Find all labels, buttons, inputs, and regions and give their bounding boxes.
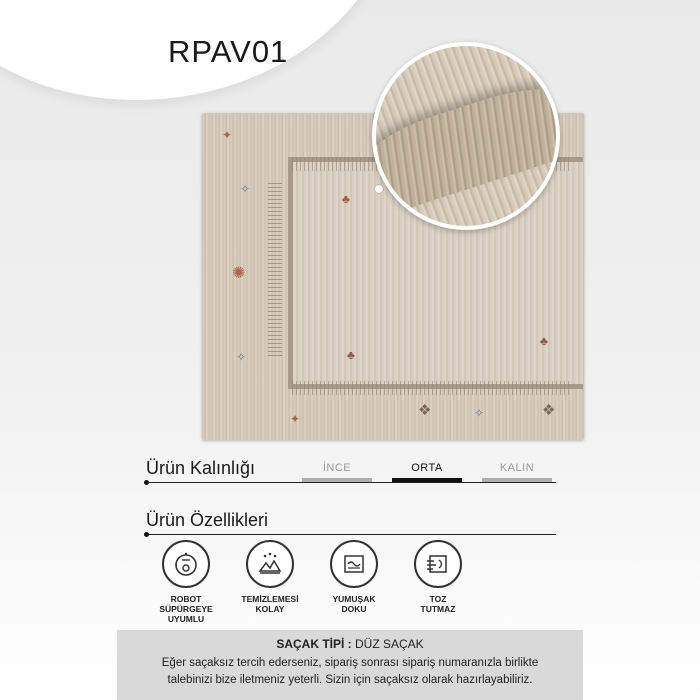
rug-motif: ✦ (222, 128, 233, 142)
rug-motif: ✧ (240, 182, 251, 196)
thickness-bar-ince (302, 478, 372, 482)
rug-motif: ✧ (474, 406, 485, 420)
rug-motif: ♣ (342, 192, 350, 206)
dust-repellent-icon (414, 540, 462, 588)
thickness-option-kalin[interactable]: KALIN (499, 462, 535, 474)
rug-motif: ❖ (542, 402, 556, 419)
feature-easy-clean (234, 540, 306, 614)
thickness-bar-kalin (482, 478, 552, 482)
rug-motif: ♣ (540, 334, 548, 348)
rug-fold-detail (372, 72, 560, 219)
rug-motif: ❖ (418, 402, 432, 419)
features-heading: Ürün Özellikleri (146, 510, 269, 530)
feature-label: TOZ TUTMAZ (420, 594, 456, 614)
rug-zoom-detail (372, 42, 560, 230)
thickness-option-orta[interactable]: ORTA (411, 462, 443, 474)
feature-soft-texture (318, 540, 390, 614)
feature-label: TEMİZLEMESİ KOLAY (241, 594, 299, 614)
thickness-divider-dot (144, 480, 149, 485)
rug-side-stripe (268, 183, 282, 358)
rug-bottom-stripe (292, 381, 572, 395)
fringe-type-value: DÜZ SAÇAK (355, 637, 424, 651)
fringe-note-body (117, 655, 583, 689)
product-code: RPAV01 (168, 34, 289, 69)
feature-label: YUMUŞAK DOKU (332, 594, 376, 614)
fringe-type-key: SAÇAK TİPİ : (276, 637, 352, 651)
soft-texture-icon (330, 540, 378, 588)
features-divider-dot (144, 532, 149, 537)
thickness-divider (146, 482, 556, 483)
robot-vacuum-icon (162, 540, 210, 588)
features-divider (146, 534, 556, 535)
feature-dust-repellent (402, 540, 474, 614)
feature-robot-vacuum (150, 540, 222, 624)
fringe-note-line: Eğer saçaksız tercih ederseniz, sipariş sonrası sipariş numaranızla birlikte (161, 657, 539, 669)
rug-motif: ✺ (232, 265, 246, 282)
rug-motif: ✦ (290, 412, 301, 426)
thickness-option-ince[interactable]: İNCE (322, 462, 352, 474)
fringe-note-line: talebinizi bize iletmeniz yeterli. Sizin için saçaksız olarak hazırlayabiliriz. (167, 674, 533, 686)
rug-motif: ♣ (347, 348, 355, 362)
rug-motif: ✧ (236, 350, 247, 364)
fringe-note-box (117, 630, 583, 700)
fringe-type-line (117, 637, 583, 651)
thickness-heading: Ürün Kalınlığı (146, 458, 256, 478)
thickness-bar-orta (392, 478, 462, 482)
easy-clean-icon (246, 540, 294, 588)
feature-label: ROBOT SÜPÜRGEYE UYUMLU (159, 594, 213, 624)
